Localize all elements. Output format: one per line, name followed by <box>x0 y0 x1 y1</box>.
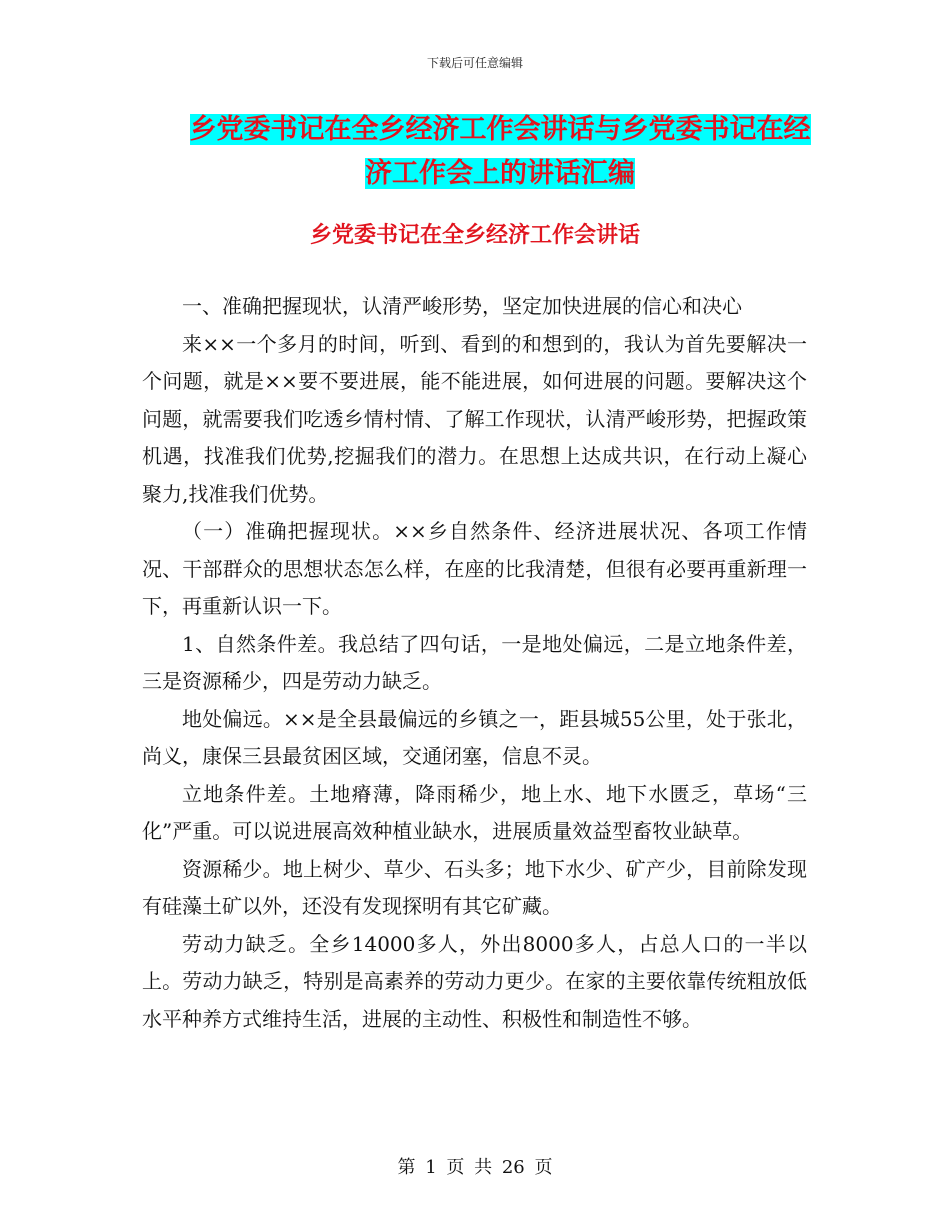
section-title: 乡党委书记在全乡经济工作会讲话 <box>309 223 640 248</box>
body-text <box>142 288 807 1038</box>
main-title-line-2: 济工作会上的讲话汇编 <box>365 158 635 189</box>
paragraph: 立地条件差。土地瘠薄，降雨稀少，地上水、地下水匮乏，草场“三化”严重。可以说进展高效种植业缺水，进展质量效益型畜牧业缺草。 <box>142 781 807 843</box>
main-title <box>140 108 860 196</box>
paragraph: 资源稀少。地上树少、草少、石头多；地下水少、矿产少，目前除发现有硅藻土矿以外，还没有发现探明有其它矿藏。 <box>142 856 807 918</box>
paragraph: 来××一个多月的时间，听到、看到的和想到的，我认为首先要解决一个问题，就是××要不要进展，能不能进展，如何进展的问题。要解决这个问题，就需要我们吃透乡情村情、了解工作现状，认清严峻形势，把握政策机遇，找准我们优势,挖掘我们的潜力。在思想上达成共识，在行动上凝心聚力,找准我们优势。 <box>142 331 807 506</box>
paragraph: 地处偏远。××是全县最偏远的乡镇之一，距县城55公里，处于张北，尚义，康保三县最贫困区域，交通闭塞，信息不灵。 <box>142 706 807 768</box>
page-footer: 第 1 页 共 26 页 <box>397 1157 553 1178</box>
main-title-line-1: 乡党委书记在全乡经济工作会讲话与乡党委书记在经 <box>189 114 811 145</box>
paragraph: 一、准确把握现状，认清严峻形势，坚定加快进展的信心和决心 <box>182 294 742 318</box>
header-note: 下载后可任意编辑 <box>426 56 523 70</box>
paragraph: 劳动力缺乏。全乡14000多人，外出8000多人，占总人口的一半以上。劳动力缺乏，特别是高素养的劳动力更少。在家的主要依靠传统粗放低水平种养方式维持生活，进展的主动性、积极性和制造性不够。 <box>142 931 807 1031</box>
paragraph: 1、自然条件差。我总结了四句话，一是地处偏远，二是立地条件差，三是资源稀少，四是劳动力缺乏。 <box>142 631 807 693</box>
paragraph: （一）准确把握现状。××乡自然条件、经济进展状况、各项工作情况、干部群众的思想状态怎么样，在座的比我清楚，但很有必要再重新理一下，再重新认识一下。 <box>142 519 807 618</box>
